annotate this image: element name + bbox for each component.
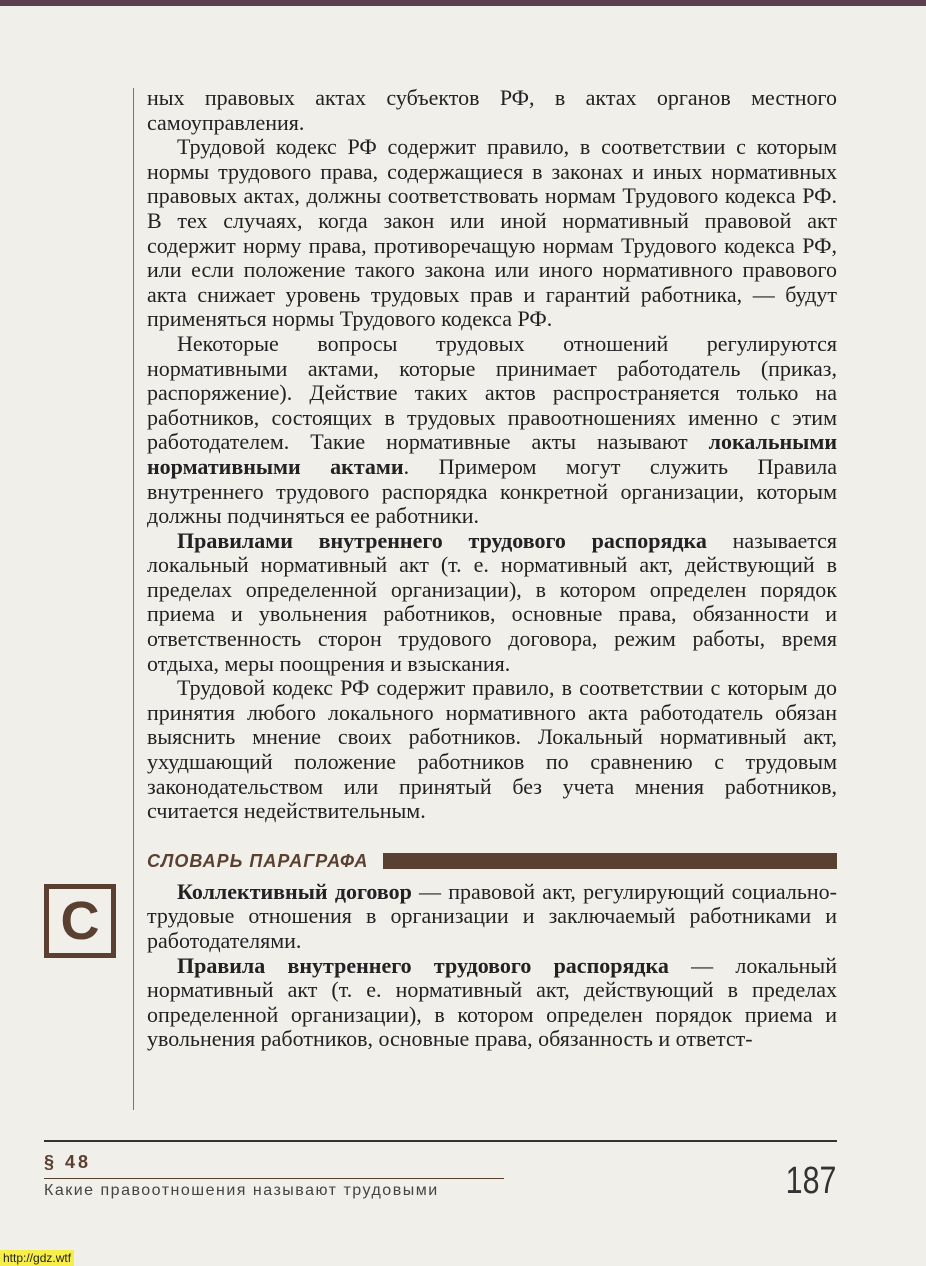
dictionary-title: СЛОВАРЬ ПАРАГРАФА [147,850,374,872]
paragraph [147,86,837,135]
text-run: Некоторые вопросы трудовых отношений регулируются нормативными актами, которые принимает работодатель (приказ, распоряжение). Действие таких актов распространяется только на работников, состоящих в трудовых правоотношениях именно с этим работодателем. Такие нормативные акты называют [147,330,837,455]
paragraph [147,332,837,529]
margin-rule [133,88,134,1110]
bold-term: Правилами внутреннего трудового распорядка [177,527,707,553]
section-number: § 48 [44,1152,92,1172]
dictionary-header [147,850,837,872]
text-run: Трудовой кодекс РФ содержит правило, в соответствии с которым нормы трудового права, содержащиеся в законах и иных нормативных правовых актах, должны соответствовать нормам Трудового кодекса РФ. В тех случаях, когда закон или иной нормативный правовой акт содержит норму права, противоречащую нормам Трудового кодекса РФ, или если положение такого закона или иного нормативного правового акта снижает уровень трудовых прав и гарантий работника, — будут применяться нормы Трудового кодекса РФ. [147,134,837,332]
dictionary-entry [147,880,837,954]
watermark-link[interactable]: http://gdz.wtf [0,1250,74,1266]
paragraph [147,135,837,332]
text-run: называется локальный нормативный акт (т. е. нормативный акт, действующий в пределах определенной организации), в котором определен порядок приема и увольнения работников, основные права, обязанности и ответственность сторон трудового договора, режим работы, время отдыха, меры поощрения и взыскания. [147,527,837,676]
dictionary-header-bar [383,853,837,869]
body-text [147,86,837,1052]
dictionary-entries [147,880,837,1052]
text-run: Трудовой кодекс РФ содержит правило, в соответствии с которым до принятия любого локального нормативного акта работодатель обязан выяснить мнение своих работников. Локальный нормативный акт, ухудшающий положение работников по сравнению с трудовым законодательством или принятый без учета мнения работников, считается недействительным. [147,675,837,824]
footer-underline [44,1178,504,1179]
text-run: . Примером могут служить Правила внутреннего трудового распорядка конкретной организации, которым должны подчиняться ее работники. [147,453,838,529]
paragraph [147,529,837,677]
text-run: ных правовых актах субъектов РФ, в актах органов местного самоуправления. [147,85,837,135]
text-run: — локальный нормативный акт (т. е. нормативный акт, действующий в пределах определенной организации), в котором определен порядок приема и увольнения работников, основные права, обязанность и ответст- [147,952,837,1052]
bold-term: Коллективный договор [177,878,412,904]
dictionary-entry [147,954,837,1052]
bold-term: локальными нормативными актами [147,429,837,479]
section-caption: Какие правоотношения называют трудовыми [44,1182,439,1199]
text-run: — правовой акт, регулирующий социально-трудовые отношения в организации и заключаемый работниками и работодателями. [147,878,837,953]
footer-rule [44,1140,837,1142]
paragraph [147,676,837,824]
page-number: 187 [785,1160,836,1202]
bold-term: Правила внутреннего трудового распорядка [177,952,669,978]
dictionary-badge [44,884,116,958]
top-strip [0,0,926,6]
paragraphs [147,86,837,824]
dictionary-badge-letter: С [60,891,100,951]
